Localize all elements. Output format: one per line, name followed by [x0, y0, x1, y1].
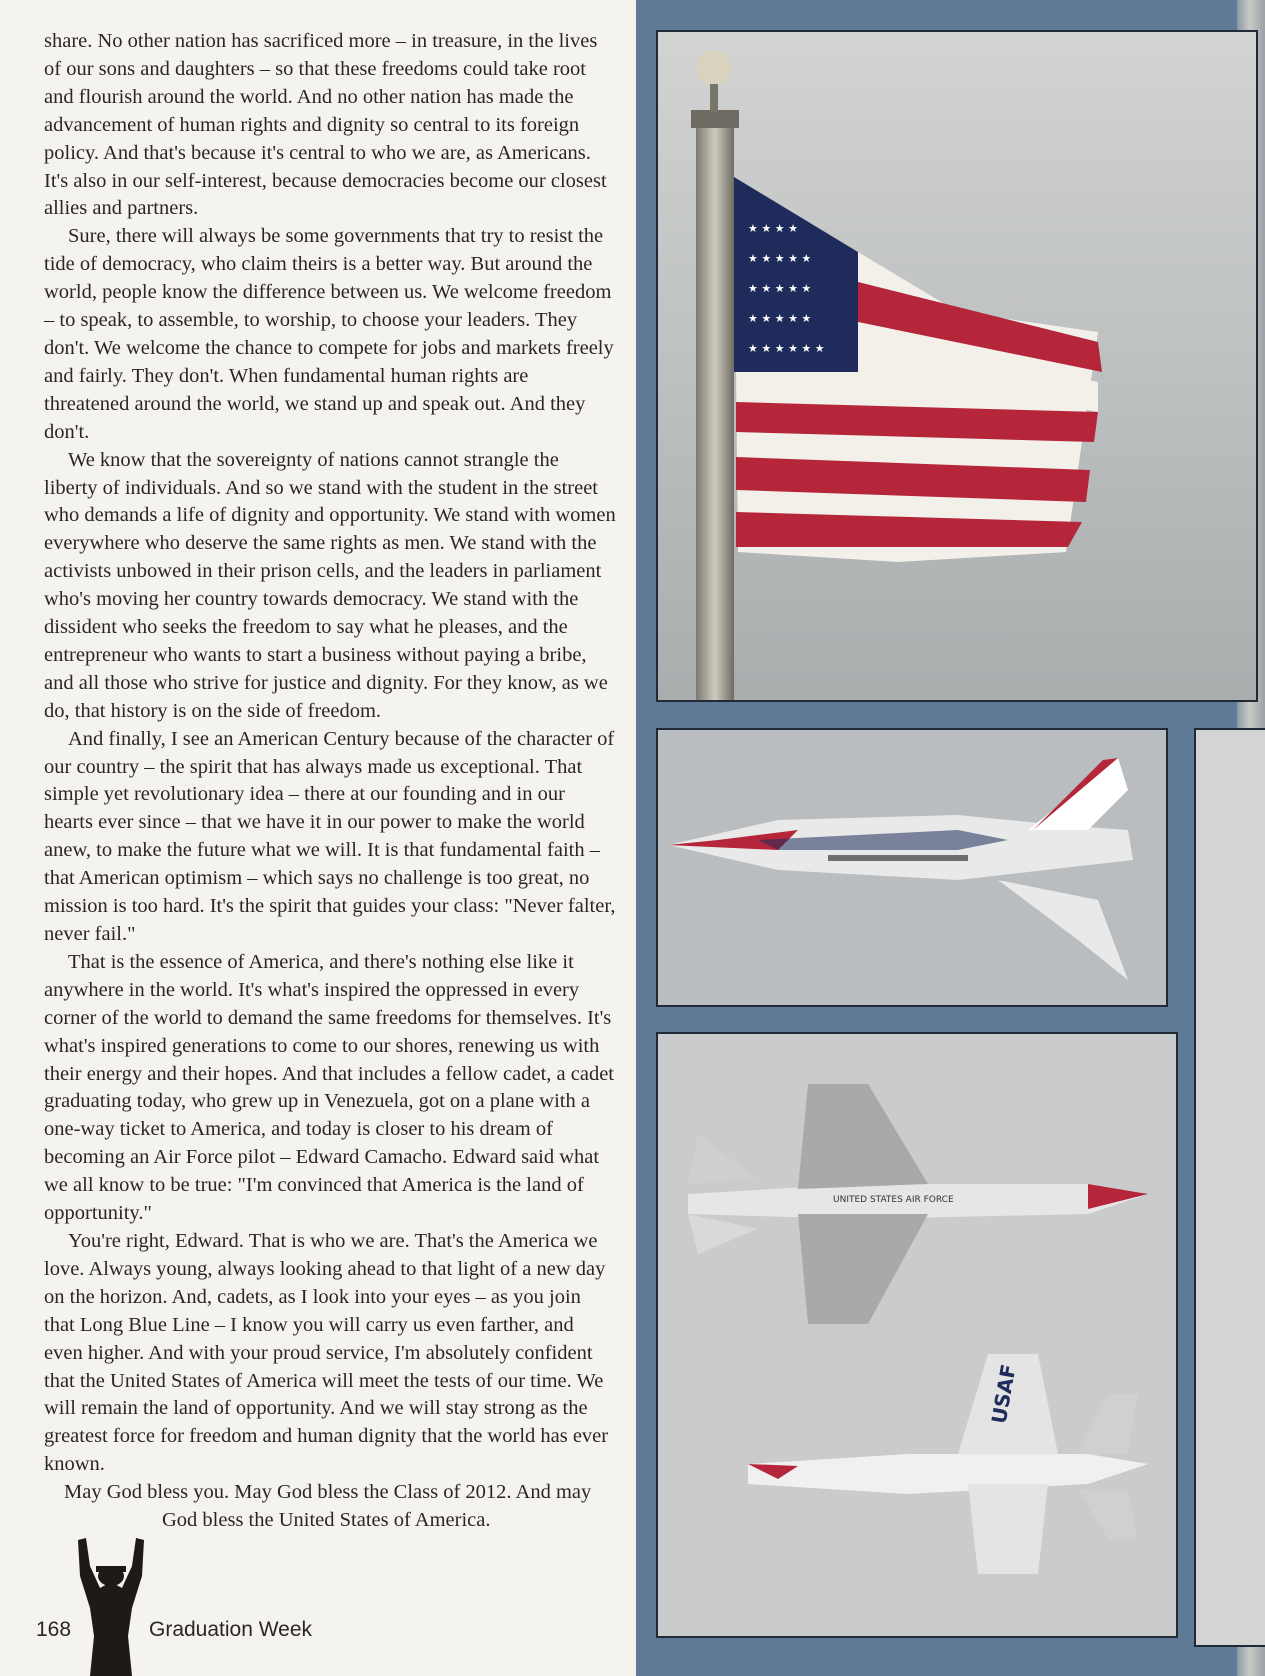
- svg-text:★ ★ ★ ★ ★ ★: ★ ★ ★ ★ ★ ★: [748, 342, 825, 355]
- page-footer: [36, 1536, 366, 1676]
- thunderbird-jet-photo: [656, 728, 1168, 1007]
- article-paragraph: We know that the sovereignty of nations cannot strangle the liberty of individuals. And so we stand with the student in the street who demands a life of dignity and opportunity. We stand with women everywhere who deserve the same rights as men. We stand with the activists unbowed in their prison cells, and the leaders in parliament who's moving her country towards democracy. We stand with the dissident who seeks the freedom to say what he pleases, and the entrepreneur who wants to start a business without paying a bribe, and all those who strive for justice and dignity. For they know, as we do, that history is on the side of freedom.: [44, 448, 616, 722]
- thunderbird-jets-photo: [656, 1032, 1178, 1638]
- section-title: Graduation Week: [149, 1618, 313, 1641]
- closing-line: May God bless you. May God bless the Class of 2012. And may: [64, 1481, 592, 1504]
- article-paragraph: Sure, there will always be some governments that try to resist the tide of democracy, who claim theirs is a better way. But around the world, people know the difference between us. We welcome freedom – to speak, to assemble, to worship, to choose your leaders. They don't. We welcome the chance to compete for jobs and markets freely and fairly. They don't. When fundamental human rights are threatened around the world, we stand up and speak out. And they don't.: [44, 225, 614, 443]
- article-paragraph: That is the essence of America, and there's nothing else like it anywhere in the world. It's what's inspired the oppressed in every corner of the world to demand the same freedoms for themselves. It's what's inspired generations to come to our shores, renewing us with their energy and their hopes. And that includes a fellow cadet, a cadet graduating today, who grew up in Venezuela, got on a plane with a one-way ticket to America, and today is closer to his dream of becoming an Air Force pilot – Edward Camacho. Edward said what we all know to be true: "I'm convinced that America is the land of opportunity.": [44, 950, 614, 1225]
- article-paragraph: And finally, I see an American Century because of the character of our country – the spirit that has always made us exceptional. That simple yet revolutionary idea – there at our founding and in our hearts ever since – that we have it in our power to make the world anew, to make the future what we will. It is that fundamental faith – that American optimism – which says no challenge is too great, no mission is too hard. It's the spirit that guides your class: "Never falter, never fail.": [44, 727, 616, 945]
- svg-text:★ ★ ★ ★: ★ ★ ★ ★: [748, 222, 798, 235]
- article-paragraph: share. No other nation has sacrificed more – in treasure, in the lives of our sons and daughters – so that these freedoms could take root and flourish around the world. And no other nation has made the advancement of human rights and dignity so central to its foreign policy. And that's because it's central to who we are, as Americans. It's also in our self-interest, because democracies become our closest allies and partners.: [44, 30, 607, 220]
- flag-photo: [656, 30, 1258, 702]
- svg-text:★ ★ ★ ★ ★: ★ ★ ★ ★ ★: [748, 312, 812, 325]
- jet-tail-text: USAF: [986, 1362, 1021, 1426]
- american-flag-image: [658, 32, 1256, 700]
- svg-text:★ ★ ★ ★ ★: ★ ★ ★ ★ ★: [748, 252, 812, 265]
- article-body: [44, 28, 616, 1535]
- jet-fuselage-text: UNITED STATES AIR FORCE: [833, 1195, 954, 1205]
- partial-photo: [1194, 728, 1265, 1647]
- jets-formation-image: [658, 1034, 1176, 1636]
- article-paragraph: You're right, Edward. That is who we are. That's the America we love. Always young, always looking ahead to that light of a new day on the horizon. And, cadets, as I look into your eyes – as you join that Long Blue Line – I know you will carry us even farther, and even higher. And with your proud service, I'm absolutely confident that the United States of America will meet the tests of our time. We will remain the land of opportunity. And we will stay strong as the greatest force for freedom and human dignity that the world has ever known.: [44, 1229, 609, 1476]
- cadet-silhouette-icon: [56, 1536, 166, 1676]
- svg-text:★ ★ ★ ★ ★: ★ ★ ★ ★ ★: [748, 282, 812, 295]
- page-number: 168: [36, 1618, 72, 1641]
- closing-line: God bless the United States of America.: [162, 1509, 491, 1532]
- jet-inverted-image: [658, 730, 1166, 1005]
- photo-column: [636, 0, 1265, 1676]
